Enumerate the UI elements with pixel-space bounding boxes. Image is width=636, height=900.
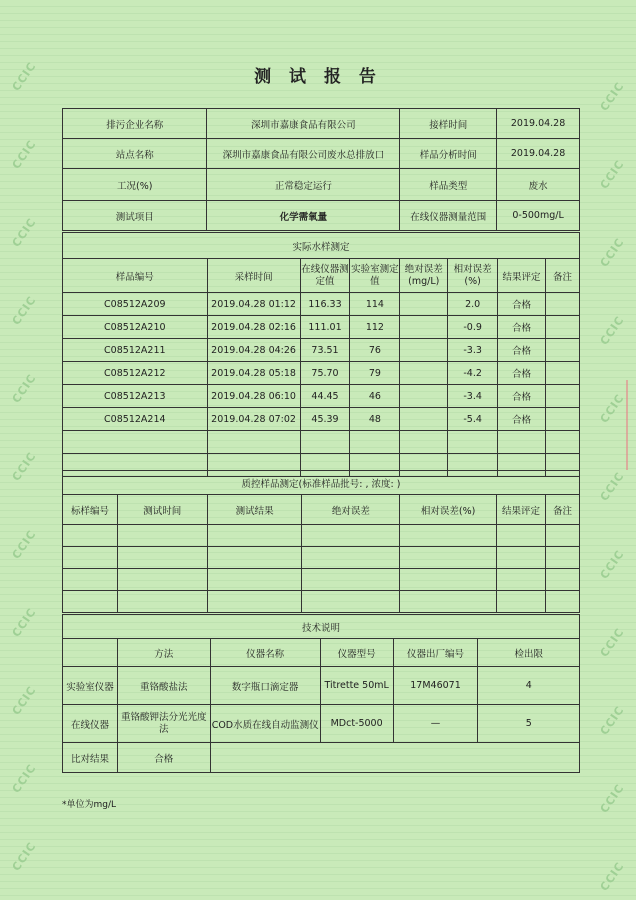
empty-cell xyxy=(207,591,302,613)
online-value-cell: 75.70 xyxy=(300,362,350,385)
table-row xyxy=(63,385,580,408)
sample-type-label: 样品类型 xyxy=(400,169,497,201)
abs-error-cell xyxy=(400,408,448,431)
online-instrument-name: COD水质在线自动监测仪 xyxy=(210,705,320,743)
online-value-cell: 73.51 xyxy=(300,339,350,362)
tech-table xyxy=(62,614,580,773)
actual-header: 备注 xyxy=(546,259,580,293)
watermark-text: CCIC xyxy=(9,293,39,328)
sample-time-label: 接样时间 xyxy=(400,109,497,139)
online-instrument-label: 在线仪器 xyxy=(63,705,118,743)
empty-cell xyxy=(117,525,207,547)
empty-cell xyxy=(448,431,498,454)
company-label: 排污企业名称 xyxy=(63,109,207,139)
empty-cell xyxy=(400,431,448,454)
lab-instrument-name: 数字瓶口滴定器 xyxy=(210,667,320,705)
watermark-text: CCIC xyxy=(597,859,627,894)
sample-id-cell: C08512A213 xyxy=(63,385,208,408)
watermark-text: CCIC xyxy=(597,391,627,426)
empty-cell xyxy=(63,431,208,454)
lab-detection-limit: 4 xyxy=(478,667,580,705)
watermark-text: CCIC xyxy=(9,761,39,796)
online-value-cell: 111.01 xyxy=(300,316,350,339)
watermark-text: CCIC xyxy=(9,839,39,874)
result-cell: 合格 xyxy=(498,339,546,362)
watermark-text: CCIC xyxy=(9,605,39,640)
abs-error-cell xyxy=(400,362,448,385)
qc-header: 备注 xyxy=(546,495,580,525)
watermark-text: CCIC xyxy=(597,781,627,816)
actual-header: 结果评定 xyxy=(498,259,546,293)
compare-result-label: 比对结果 xyxy=(63,743,118,773)
rel-error-cell: -3.3 xyxy=(448,339,498,362)
lab-value-cell: 79 xyxy=(350,362,400,385)
empty-cell xyxy=(117,569,207,591)
watermark-text: CCIC xyxy=(597,313,627,348)
actual-header: 样品编号 xyxy=(63,259,208,293)
empty-cell xyxy=(400,569,497,591)
lab-method: 重铬酸盐法 xyxy=(117,667,210,705)
unit-footnote: *单位为mg/L xyxy=(62,800,117,810)
tech-header-blank xyxy=(63,639,118,667)
condition-value: 正常稳定运行 xyxy=(207,169,400,201)
note-cell xyxy=(546,293,580,316)
lab-value-cell: 76 xyxy=(350,339,400,362)
empty-cell xyxy=(207,431,300,454)
tech-header: 方法 xyxy=(117,639,210,667)
empty-cell xyxy=(497,591,546,613)
watermark-text: CCIC xyxy=(9,59,39,94)
online-value-cell: 116.33 xyxy=(300,293,350,316)
sample-id-cell: C08512A214 xyxy=(63,408,208,431)
empty-cell xyxy=(302,547,400,569)
watermark-text: CCIC xyxy=(597,547,627,582)
item-label: 测试项目 xyxy=(63,201,207,231)
empty-cell xyxy=(497,569,546,591)
tech-header: 仪器型号 xyxy=(320,639,393,667)
note-cell xyxy=(546,316,580,339)
result-cell: 合格 xyxy=(498,293,546,316)
empty-cell xyxy=(350,431,400,454)
lab-instrument-serial: 17M46071 xyxy=(393,667,478,705)
watermark-text: CCIC xyxy=(9,449,39,484)
site-label: 站点名称 xyxy=(63,139,207,169)
actual-header: 实验室测定值 xyxy=(350,259,400,293)
tech-section-title: 技术说明 xyxy=(63,615,580,639)
sample-time-cell: 2019.04.28 04:26 xyxy=(207,339,300,362)
qc-header: 绝对误差 xyxy=(302,495,400,525)
lab-instrument-model: Titrette 50mL xyxy=(320,667,393,705)
note-cell xyxy=(546,362,580,385)
empty-cell xyxy=(400,525,497,547)
note-cell xyxy=(546,385,580,408)
empty-cell xyxy=(63,547,118,569)
actual-sample-table xyxy=(62,232,580,477)
table-row xyxy=(63,293,580,316)
online-detection-limit: 5 xyxy=(478,705,580,743)
sample-type-value: 废水 xyxy=(497,169,580,201)
result-cell: 合格 xyxy=(498,385,546,408)
tech-header: 仪器出厂编号 xyxy=(393,639,478,667)
empty-cell xyxy=(300,431,350,454)
empty-cell xyxy=(497,547,546,569)
rel-error-cell: -5.4 xyxy=(448,408,498,431)
info-table xyxy=(62,108,580,231)
empty-cell xyxy=(207,525,302,547)
empty-cell xyxy=(546,591,580,613)
sample-time-cell: 2019.04.28 01:12 xyxy=(207,293,300,316)
empty-cell xyxy=(63,525,118,547)
watermark-text: CCIC xyxy=(597,235,627,270)
note-cell xyxy=(546,408,580,431)
analysis-time-label: 样品分析时间 xyxy=(400,139,497,169)
sample-time-cell: 2019.04.28 02:16 xyxy=(207,316,300,339)
stamp-mark xyxy=(626,380,636,470)
sample-time-value: 2019.04.28 xyxy=(497,109,580,139)
sample-id-cell: C08512A210 xyxy=(63,316,208,339)
condition-label: 工况(%) xyxy=(63,169,207,201)
lab-value-cell: 112 xyxy=(350,316,400,339)
empty-cell xyxy=(117,547,207,569)
watermark-text: CCIC xyxy=(597,157,627,192)
lab-value-cell: 114 xyxy=(350,293,400,316)
analysis-time-value: 2019.04.28 xyxy=(497,139,580,169)
qc-section-title: 质控样品测定(标准样品批号: , 浓度: ) xyxy=(63,471,580,495)
site-value: 深圳市嘉康食品有限公司废水总排放口 xyxy=(207,139,400,169)
watermark-text: CCIC xyxy=(597,469,627,504)
qc-header: 测试结果 xyxy=(207,495,302,525)
table-row xyxy=(63,339,580,362)
qc-header: 测试时间 xyxy=(117,495,207,525)
online-method: 重铬酸钾法分光光度法 xyxy=(117,705,210,743)
empty-cell xyxy=(546,547,580,569)
table-row xyxy=(63,316,580,339)
qc-table xyxy=(62,470,580,613)
empty-cell xyxy=(498,431,546,454)
watermark-text: CCIC xyxy=(9,371,39,406)
qc-empty-row xyxy=(63,525,580,547)
empty-cell xyxy=(207,569,302,591)
abs-error-cell xyxy=(400,293,448,316)
online-value-cell: 45.39 xyxy=(300,408,350,431)
qc-header: 结果评定 xyxy=(497,495,546,525)
online-value-cell: 44.45 xyxy=(300,385,350,408)
empty-row xyxy=(63,431,580,454)
watermark-text: CCIC xyxy=(9,137,39,172)
abs-error-cell xyxy=(400,316,448,339)
table-row xyxy=(63,408,580,431)
watermark-text: CCIC xyxy=(9,215,39,250)
lab-value-cell: 46 xyxy=(350,385,400,408)
empty-cell xyxy=(400,547,497,569)
qc-empty-row xyxy=(63,569,580,591)
qc-empty-row xyxy=(63,591,580,613)
compare-result-value: 合格 xyxy=(117,743,210,773)
result-cell: 合格 xyxy=(498,408,546,431)
abs-error-cell xyxy=(400,385,448,408)
compare-result-blank xyxy=(210,743,579,773)
range-value: 0-500mg/L xyxy=(497,201,580,231)
empty-cell xyxy=(302,569,400,591)
note-cell xyxy=(546,339,580,362)
rel-error-cell: -3.4 xyxy=(448,385,498,408)
sample-id-cell: C08512A209 xyxy=(63,293,208,316)
range-label: 在线仪器测量范围 xyxy=(400,201,497,231)
watermark-text: CCIC xyxy=(597,79,627,114)
empty-cell xyxy=(497,525,546,547)
empty-cell xyxy=(63,591,118,613)
item-value: 化学需氧量 xyxy=(207,201,400,231)
sample-id-cell: C08512A211 xyxy=(63,339,208,362)
empty-cell xyxy=(302,525,400,547)
empty-cell xyxy=(63,569,118,591)
empty-cell xyxy=(207,547,302,569)
empty-cell xyxy=(117,591,207,613)
online-instrument-serial: — xyxy=(393,705,478,743)
result-cell: 合格 xyxy=(498,362,546,385)
empty-cell xyxy=(546,431,580,454)
rel-error-cell: -4.2 xyxy=(448,362,498,385)
abs-error-cell xyxy=(400,339,448,362)
qc-header: 相对误差(%) xyxy=(400,495,497,525)
sample-time-cell: 2019.04.28 07:02 xyxy=(207,408,300,431)
qc-header: 标样编号 xyxy=(63,495,118,525)
result-cell: 合格 xyxy=(498,316,546,339)
online-instrument-model: MDct-5000 xyxy=(320,705,393,743)
actual-header: 在线仪器测定值 xyxy=(300,259,350,293)
tech-header: 检出限 xyxy=(478,639,580,667)
rel-error-cell: -0.9 xyxy=(448,316,498,339)
actual-section-title: 实际水样测定 xyxy=(63,233,580,259)
company-value: 深圳市嘉康食品有限公司 xyxy=(207,109,400,139)
qc-empty-row xyxy=(63,547,580,569)
empty-cell xyxy=(400,591,497,613)
sample-id-cell: C08512A212 xyxy=(63,362,208,385)
empty-cell xyxy=(546,525,580,547)
actual-header: 采样时间 xyxy=(207,259,300,293)
actual-header: 绝对误差(mg/L) xyxy=(400,259,448,293)
actual-header: 相对误差(%) xyxy=(448,259,498,293)
watermark-text: CCIC xyxy=(9,527,39,562)
report-title: 测 试 报 告 xyxy=(254,67,382,87)
empty-cell xyxy=(546,569,580,591)
watermark-text: CCIC xyxy=(9,683,39,718)
watermark-text: CCIC xyxy=(597,625,627,660)
lab-value-cell: 48 xyxy=(350,408,400,431)
table-row xyxy=(63,362,580,385)
watermark-text: CCIC xyxy=(597,703,627,738)
rel-error-cell: 2.0 xyxy=(448,293,498,316)
sample-time-cell: 2019.04.28 05:18 xyxy=(207,362,300,385)
sample-time-cell: 2019.04.28 06:10 xyxy=(207,385,300,408)
tech-header: 仪器名称 xyxy=(210,639,320,667)
empty-cell xyxy=(302,591,400,613)
lab-instrument-label: 实验室仪器 xyxy=(63,667,118,705)
